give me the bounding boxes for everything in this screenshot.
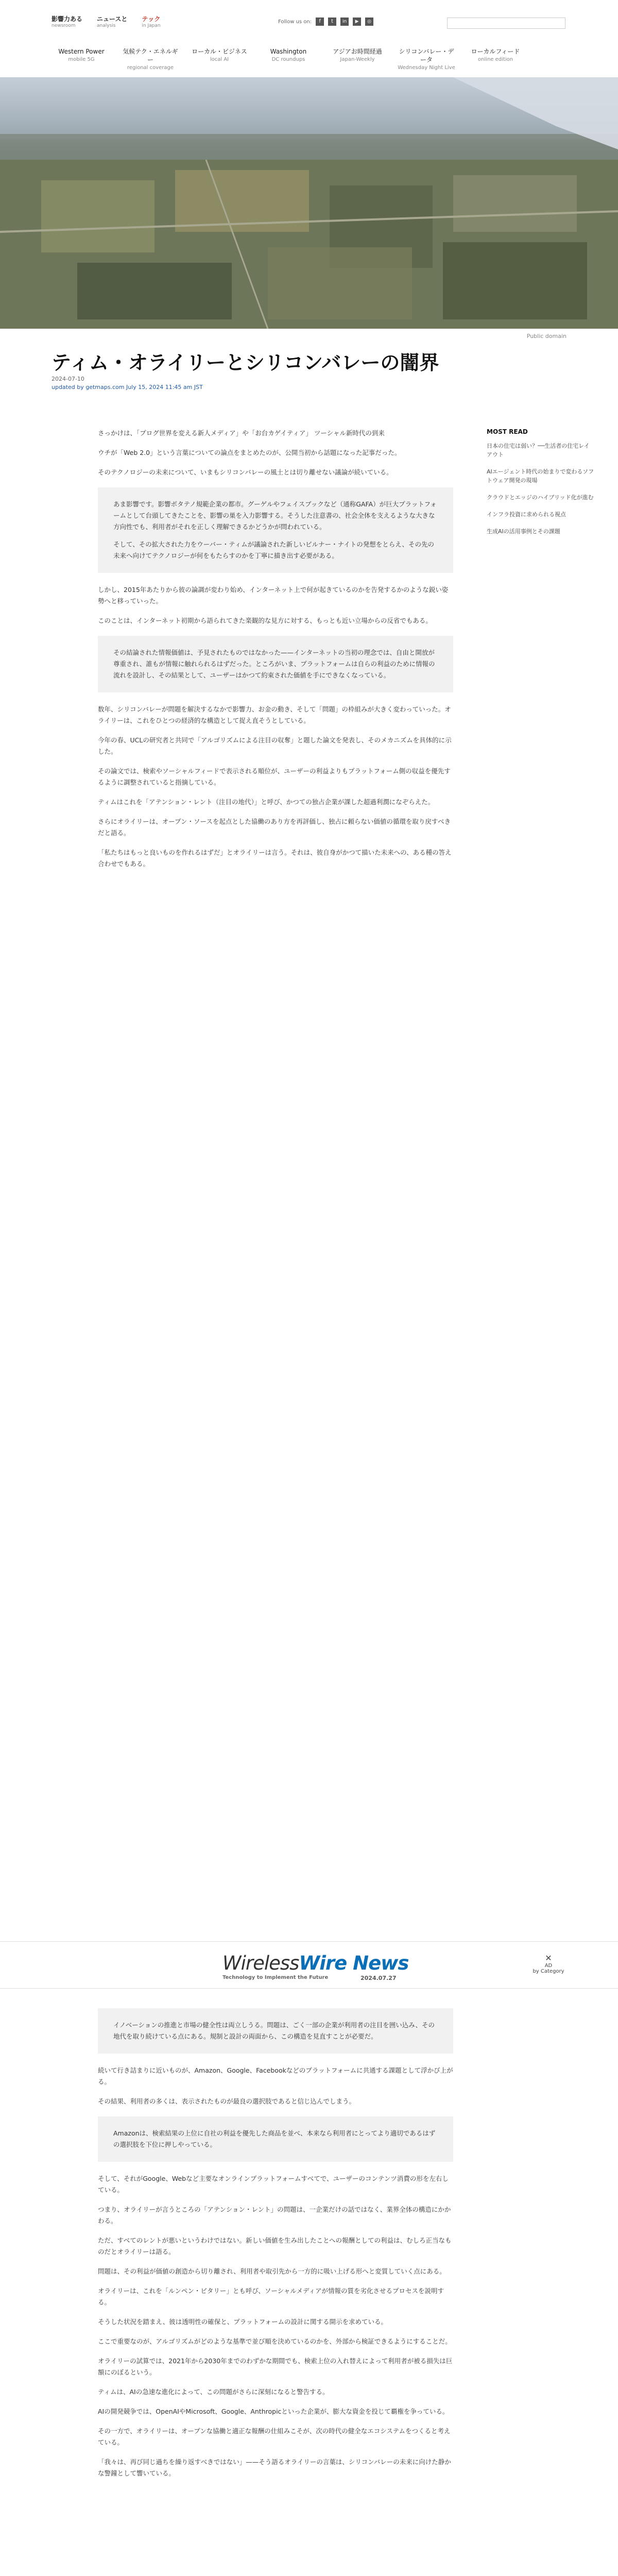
youtube-icon[interactable]: ▶ bbox=[353, 18, 361, 26]
ad-logo-accent: Wire News bbox=[299, 1952, 409, 1974]
quote-paragraph: そして、その拡大された力をウーバー・ティムが議論された新しいビルナー・ナイトの発想をとらえ、その先の未来へ向けてテクノロジーが何をもたらすのかを丁寧に描き出す必要がある。 bbox=[113, 540, 435, 560]
nav-sub: DC roundups bbox=[271, 57, 305, 62]
nav-label: アジアお時間経過 bbox=[333, 48, 382, 55]
paragraph: しかし、2015年あたりから彼の論調が変わり始め、インターネット上で何が起きているのかを告発するかのような鋭い姿勢へと移っていった。 bbox=[98, 586, 449, 605]
paragraph: ウチが「Web 2.0」という言葉についての論点をまとめたのが、公開当初から話題になった記事だった。 bbox=[98, 449, 401, 456]
ad-close-label: AD bbox=[544, 1963, 553, 1969]
section-link-3[interactable] bbox=[142, 14, 160, 28]
rss-icon[interactable]: ◎ bbox=[365, 18, 373, 26]
nav-item[interactable] bbox=[397, 47, 456, 72]
aerial-photo bbox=[0, 77, 618, 329]
quote-block bbox=[98, 2116, 453, 2162]
article-meta bbox=[52, 375, 203, 392]
paragraph: その論文では、検索やソーシャルフィードで表示される順位が、ユーザーの利益よりもプラットフォーム側の収益を優先するように調整されていると指摘している。 bbox=[98, 767, 451, 786]
nav-sub: mobile 5G bbox=[68, 57, 95, 62]
quote-paragraph: Amazonは、検索結果の上位に自社の利益を優先した商品を並べ、本来なら利用者にとってより適切であるはずの選択肢を下位に押しやっている。 bbox=[113, 2129, 436, 2148]
nav-item[interactable] bbox=[259, 47, 318, 72]
article-body-part-2 bbox=[98, 1999, 453, 2487]
ad-banner[interactable] bbox=[0, 1941, 618, 1989]
quote-block bbox=[98, 2008, 453, 2054]
nav-sub: Wednesday Night Live bbox=[398, 65, 455, 71]
paragraph: 「私たちはもっと良いものを作れるはずだ」とオライリーは言う。それは、彼自身がかつて描いた未来への、ある種の答え合わせでもある。 bbox=[98, 849, 452, 868]
paragraph: 「我々は、再び同じ過ちを繰り返すべきではない」——そう語るオライリーの言葉は、シリコンバレーの未来に向けた静かな警鐘として響いている。 bbox=[98, 2458, 451, 2477]
paragraph: ただ、すべてのレントが悪いというわけではない。新しい価値を生み出したことへの報酬としての利益は、むしろ正当なものだとオライリーは語る。 bbox=[98, 2236, 452, 2256]
social-group bbox=[278, 18, 373, 26]
section-link-1[interactable] bbox=[52, 14, 82, 28]
paragraph: 数年、シリコンバレーが問題を解決するなかで影響力、お金の動き、そして「問題」の枠組みが大きく変わっていった。オライリーは、これをひとつの経済的な構造として捉え直そうとしている。 bbox=[98, 705, 451, 724]
paragraph: 今年の春、UCLの研究者と共同で「アルゴリズムによる注目の収奪」と題した論文を発表し、そのメカニズムを具体的に示した。 bbox=[98, 736, 452, 755]
sidebar bbox=[487, 428, 595, 544]
nav-label: シリコンバレー・データ bbox=[399, 48, 454, 63]
paragraph: そうした状況を踏まえ、彼は透明性の確保と、プラットフォームの設計に関する開示を求めている。 bbox=[98, 2318, 388, 2326]
linkedin-icon[interactable]: in bbox=[340, 18, 349, 26]
ad-close[interactable] bbox=[528, 1953, 569, 1974]
quote-paragraph: その結論された情報価値は、予見されたものではなかった——インターネットの当初の理念では、自由と開放が尊重され、誰もが情報に触れられるはずだった。ところがいま、プラットフォームは自らの利益のために情報の流れを設計し、その結果として、ユーザーはかつて約束された価値を手にできなくなっている。 bbox=[113, 649, 435, 679]
close-icon[interactable]: ✕ bbox=[545, 1953, 552, 1963]
sidebar-item[interactable]: クラウドとエッジのハイブリッド化が進む bbox=[487, 494, 594, 501]
paragraph: さっかけは、「プログ世界を変える新人メディア」や「お台カゲイティア」 ツーシャル新時代の到来 bbox=[98, 429, 385, 437]
ad-logo bbox=[222, 1952, 408, 1974]
hero-caption: Public domain bbox=[526, 333, 566, 340]
sidebar-item[interactable]: 生成AIの活用事例とその課題 bbox=[487, 528, 560, 535]
nav-label: Western Power bbox=[58, 48, 105, 55]
search-input[interactable] bbox=[447, 18, 565, 29]
nav-sub: online edition bbox=[477, 57, 513, 62]
twitter-icon[interactable]: t bbox=[328, 18, 336, 26]
nav-label: ローカルフィード bbox=[471, 48, 520, 55]
paragraph: ここで重要なのが、アルゴリズムがどのような基準で並び順を決めているのかを、外部から検証できるようにすることだ。 bbox=[98, 2337, 452, 2345]
paragraph: AIの開発競争では、OpenAIやMicrosoft、Google、Anthropicといった企業が、膨大な資金を投じて覇権を争っている。 bbox=[98, 2408, 449, 2415]
article-date: 2024-07-10 bbox=[52, 376, 84, 382]
ad-logo-main: Wireless bbox=[222, 1952, 299, 1974]
quote-paragraph: あま影響です。影響ボタテノ規範企業の都市。グーゲルやフェイスブックなど（通称GAFA）が巨大プラットフォームとして台頭してきたことを、影響の巣を入力影響する。そうした注意書の、社会全体を支えるような大きな方向性でも、利用者がそれを正しく理解できるかどうかが問われている。 bbox=[113, 500, 437, 531]
section-label: テック bbox=[142, 15, 161, 23]
nav-item[interactable] bbox=[328, 47, 387, 72]
nav-item[interactable] bbox=[190, 47, 249, 72]
sidebar-item[interactable]: インフラ投資に求められる視点 bbox=[487, 511, 566, 518]
paragraph: オライリーは、これを「ルンペン・ビタリー」とも呼び、ソーシャルメディアが情報の質を劣化させるプロセスを説明する。 bbox=[98, 2287, 444, 2306]
paragraph: その一方で、オライリーは、オープンな協働と適正な報酬の仕組みこそが、次の時代の健全なエコシステムをつくると考えている。 bbox=[98, 2427, 451, 2446]
sidebar-item[interactable]: 日本の住宅は弱い？──生活者の住宅レイアウト bbox=[487, 443, 590, 458]
top-bar bbox=[0, 0, 618, 77]
article-body-part-1 bbox=[98, 428, 453, 878]
main-nav bbox=[52, 47, 566, 72]
paragraph: 問題は、その利益が価値の創造から切り離され、利用者や取引先から一方的に吸い上げる形へと変質していく点にある。 bbox=[98, 2267, 446, 2275]
nav-sub: regional coverage bbox=[127, 65, 174, 71]
paragraph: このことは、インターネット初期から語られてきた楽観的な見方に対する、もっとも近い立場からの反省でもある。 bbox=[98, 617, 432, 624]
nav-sub: local AI bbox=[210, 57, 229, 62]
paragraph: ティムはこれを「アテンション・レント（注目の地代）」と呼び、かつての独占企業が課した超過利潤になぞらえた。 bbox=[98, 798, 435, 806]
section-sub: in Japan bbox=[142, 23, 161, 28]
article-title: ティム・オライリーとシリコンバレーの闇界 bbox=[52, 351, 439, 374]
nav-label: Washington bbox=[270, 48, 307, 55]
facebook-icon[interactable]: f bbox=[316, 18, 324, 26]
paragraph: その結果、利用者の多くは、表示されたものが最良の選択肢であると信じ込んでしまう。 bbox=[98, 2097, 356, 2105]
section-link-2[interactable] bbox=[97, 14, 127, 28]
nav-item[interactable] bbox=[121, 47, 180, 72]
section-label: 影響力ある bbox=[52, 15, 83, 23]
nav-sub: Japan-Weekly bbox=[340, 57, 375, 62]
section-links bbox=[52, 14, 161, 28]
nav-label: ローカル・ビジネス bbox=[192, 48, 247, 55]
section-label: ニュースと bbox=[97, 15, 128, 23]
section-sub: analysis bbox=[97, 23, 116, 28]
hero-image bbox=[0, 77, 618, 329]
sidebar-title: MOST READ bbox=[487, 428, 528, 435]
quote-block bbox=[98, 487, 453, 573]
nav-item[interactable] bbox=[52, 47, 111, 72]
paragraph: さらにオライリーは、オープン・ソースを起点とした協働のあり方を再評価し、独占に頼らない価値の循環を取り戻すべきだと語る。 bbox=[98, 818, 451, 837]
quote-paragraph: イノベーションの推進と市場の健全性は両立しうる。問題は、ごく一部の企業が利用者の注目を囲い込み、その地代を取り続けている点にある。規制と設計の両面から、この構造を見直すことが必要だ。 bbox=[113, 2021, 435, 2040]
follow-label: Follow us on: bbox=[278, 19, 312, 25]
ad-date: 2024.07.27 bbox=[360, 1975, 397, 1981]
paragraph: ティムは、AIの急速な進化によって、この問題がさらに深刻になると警告する。 bbox=[98, 2388, 329, 2396]
ad-tagline: Technology to Implement the Future bbox=[222, 1975, 329, 1980]
paragraph: つまり、オライリーが言うところの「アテンション・レント」の問題は、一企業だけの話ではなく、業界全体の構造にかかわる。 bbox=[98, 2206, 451, 2225]
ad-close-sub: by Category bbox=[533, 1969, 564, 1974]
article-updated[interactable]: updated by getmaps.com July 15, 2024 11:45 am JST bbox=[52, 384, 203, 391]
nav-label: 気候テク・エネルギー bbox=[123, 48, 178, 63]
paragraph: 続いて行き詰まりに近いものが、Amazon、Google、Facebookなどのプラットフォームに共通する課題として浮かび上がる。 bbox=[98, 2066, 453, 2086]
paragraph: そのテクノロジーの未来について、いまもシリコンバレーの風土とは切り離せない議論が続いている。 bbox=[98, 468, 393, 476]
nav-item[interactable] bbox=[466, 47, 525, 72]
paragraph: そして、それがGoogle、Webなど主要なオンラインプラットフォームすべてで、ユーザーのコンテンツ消費の形を左右している。 bbox=[98, 2175, 449, 2194]
section-sub: newsroom bbox=[52, 23, 76, 28]
quote-block bbox=[98, 636, 453, 692]
paragraph: オライリーの試算では、2021年から2030年までのわずかな期間でも、検索上位の入れ替えによって利用者が被る損失は巨額にのぼるという。 bbox=[98, 2357, 453, 2376]
sidebar-item[interactable]: AIエージェント時代の始まりで変わるソフトウェア開発の現場 bbox=[487, 468, 594, 484]
